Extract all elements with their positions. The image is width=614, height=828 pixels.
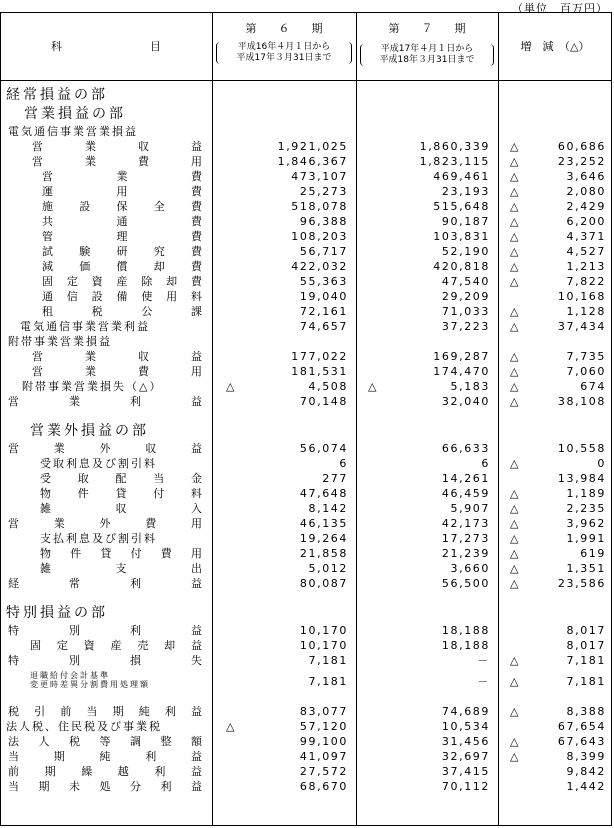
row-label: 特別損益の部	[6, 605, 108, 621]
header-period-6: 第 ６ 期	[245, 22, 323, 35]
table-row	[0, 349, 612, 364]
period-value: 518,078	[291, 200, 348, 213]
period-value: 47,540	[441, 275, 490, 288]
row-label-text: 管 理 費	[42, 230, 202, 243]
row-label-text: 営 業 外 収 益	[8, 442, 202, 455]
table-row	[0, 394, 612, 409]
period-value: 56,717	[299, 245, 348, 258]
period-value: 7,181	[308, 675, 348, 688]
change-value: 4,371	[566, 230, 606, 243]
period-value: 56,500	[441, 577, 490, 590]
period-value: 68,670	[299, 780, 348, 793]
row-label-text: 営 業 費	[42, 170, 202, 183]
table-row	[0, 169, 612, 184]
change-value: 7,181	[566, 654, 606, 667]
period-value: 169,287	[433, 350, 490, 363]
row-label	[40, 501, 202, 516]
period-value: 32,697	[441, 750, 490, 763]
negative-mark: △	[510, 395, 519, 408]
row-label	[42, 289, 202, 304]
row-label-text: 通 信 設 備 使 用 料	[42, 290, 202, 303]
row-label-text: 租 税 公 課	[42, 305, 202, 318]
table-row	[0, 561, 612, 576]
table-row	[0, 668, 612, 692]
table-row	[0, 441, 612, 456]
negative-mark: △	[510, 750, 519, 763]
negative-mark: △	[510, 457, 519, 470]
table-row	[0, 86, 612, 104]
row-label: 退職給付会計基準 変更時差異分割費用処理額	[30, 671, 150, 689]
change-value: 67,654	[557, 720, 606, 733]
period-value: 4,508	[308, 380, 348, 393]
change-value: 1,213	[566, 260, 606, 273]
table-row	[0, 334, 612, 349]
period-value: 1,921,025	[277, 140, 348, 153]
row-label-text: 固 定 資 産 除 却 費	[42, 275, 202, 288]
table-row	[0, 779, 612, 794]
table-row	[0, 139, 612, 154]
table-row	[0, 638, 612, 653]
negative-mark: △	[368, 380, 377, 393]
table-row	[0, 259, 612, 274]
period-value: 21,858	[299, 547, 348, 560]
row-label-text: 当 期 未 処 分 利 益	[8, 780, 202, 793]
row-label-text: 共 通 費	[42, 215, 202, 228]
change-value: 674	[580, 380, 606, 393]
row-label: 支払利息及び割引料	[40, 532, 157, 545]
change-value: 23,252	[557, 155, 606, 168]
period-value: 90,187	[441, 215, 490, 228]
change-value: 2,080	[566, 185, 606, 198]
period-value: 6	[481, 457, 490, 470]
row-label	[42, 169, 202, 184]
header-period-7: 第 ７ 期	[388, 22, 466, 35]
negative-mark: △	[510, 305, 519, 318]
row-label-text: 特 別 利 益	[8, 624, 202, 637]
period-value: 71,033	[441, 305, 490, 318]
row-label-text: 物 件 貸 付 料	[40, 487, 202, 500]
row-label: 電気通信事業営業損益	[8, 125, 138, 138]
table-row	[0, 704, 612, 719]
change-value: 9,842	[566, 765, 606, 778]
negative-mark: △	[510, 675, 519, 688]
table-row	[0, 719, 612, 734]
period-7-to: 平成18年３月31日まで	[379, 55, 475, 65]
period-value: 96,388	[299, 215, 348, 228]
period-value: 277	[322, 472, 348, 485]
change-value: 8,017	[566, 639, 606, 652]
row-label: 附帯事業営業損益	[8, 335, 112, 348]
change-value: 7,822	[566, 275, 606, 288]
period-value: －	[477, 675, 490, 688]
row-label	[8, 623, 202, 638]
period-value: 7,181	[308, 654, 348, 667]
period-value: 10,534	[441, 720, 490, 733]
table-row	[0, 199, 612, 214]
row-label	[8, 704, 202, 719]
negative-mark: △	[510, 487, 519, 500]
change-value: 2,235	[566, 502, 606, 515]
change-value: 1,351	[566, 562, 606, 575]
period-value: 74,657	[299, 320, 348, 333]
period-value: 108,203	[291, 230, 348, 243]
negative-mark: △	[510, 365, 519, 378]
period-value: 47,648	[299, 487, 348, 500]
row-label	[42, 274, 202, 289]
table-row	[0, 456, 612, 471]
change-value: 3,962	[566, 517, 606, 530]
row-label-text: 固 定 資 産 売 却 益	[30, 639, 202, 652]
row-label	[8, 779, 202, 794]
row-label-text: 経 常 利 益	[8, 577, 202, 590]
row-label	[42, 229, 202, 244]
header-period-6-range	[216, 42, 352, 64]
row-label-text: 営 業 費 用	[32, 365, 202, 378]
change-value: 10,558	[557, 442, 606, 455]
period-value: 27,572	[299, 765, 348, 778]
table-row	[0, 304, 612, 319]
row-label-text: 営 業 収 益	[32, 140, 202, 153]
row-label: 受取利息及び割引料	[40, 457, 157, 470]
table-row	[0, 319, 612, 334]
table-row	[0, 104, 612, 124]
row-label	[30, 638, 202, 653]
row-label-text: 減 価 償 却 費	[42, 260, 202, 273]
period-value: 10,170	[299, 639, 348, 652]
negative-mark: △	[510, 140, 519, 153]
negative-mark: △	[226, 720, 235, 733]
row-label-text: 営 業 外 費 用	[8, 517, 202, 530]
period-value: 422,032	[291, 260, 348, 273]
table-row	[0, 214, 612, 229]
table-row	[0, 379, 612, 394]
row-label	[42, 304, 202, 319]
negative-mark: △	[510, 215, 519, 228]
period-value: 1,823,115	[419, 155, 490, 168]
period-6-to: 平成17年３月31日まで	[236, 53, 332, 63]
negative-mark: △	[510, 562, 519, 575]
period-value: 18,188	[441, 639, 490, 652]
negative-mark: △	[510, 502, 519, 515]
row-label	[8, 516, 202, 531]
header-divider	[0, 80, 612, 81]
row-label	[32, 364, 202, 379]
change-value: 13,984	[557, 472, 606, 485]
change-value: 1,991	[566, 532, 606, 545]
header-period-7-range	[360, 44, 494, 66]
period-value: 17,273	[441, 532, 490, 545]
row-label-text: 運 用 費	[42, 185, 202, 198]
period-value: 23,193	[441, 185, 490, 198]
row-label	[32, 349, 202, 364]
change-value: 1,189	[566, 487, 606, 500]
period-value: 56,074	[299, 442, 348, 455]
period-value: 80,087	[299, 577, 348, 590]
row-label	[8, 576, 202, 591]
row-label-text: 営 業 収 益	[32, 350, 202, 363]
period-value: 469,461	[433, 170, 490, 183]
row-label	[42, 199, 202, 214]
period-value: 99,100	[299, 735, 348, 748]
table-row	[0, 516, 612, 531]
row-label-text: 雑 収 入	[40, 502, 202, 515]
negative-mark: △	[510, 245, 519, 258]
row-label	[42, 214, 202, 229]
period-value: 5,907	[450, 502, 490, 515]
row-label-text: 営 業 利 益	[8, 395, 202, 408]
period-value: 32,040	[441, 395, 490, 408]
period-value: 19,264	[299, 532, 348, 545]
period-value: 515,648	[433, 200, 490, 213]
row-label-text: 物 件 貸 付 費 用	[40, 547, 202, 560]
period-value: 37,415	[441, 765, 490, 778]
negative-mark: △	[510, 320, 519, 333]
change-value: 23,586	[557, 577, 606, 590]
table-row	[0, 546, 612, 561]
period-value: 1,846,367	[277, 155, 348, 168]
row-label-text: 税 引 前 当 期 純 利 益	[8, 705, 202, 718]
row-label	[40, 561, 202, 576]
row-label-text: 試 験 研 究 費	[42, 245, 202, 258]
table-row	[0, 471, 612, 486]
table-row	[0, 244, 612, 259]
table-row	[0, 734, 612, 749]
period-value: 57,120	[299, 720, 348, 733]
row-label: 営業外損益の部	[30, 423, 149, 439]
row-label	[42, 244, 202, 259]
change-value: 10,168	[557, 290, 606, 303]
period-value: 46,459	[441, 487, 490, 500]
table-row	[0, 289, 612, 304]
negative-mark: △	[510, 200, 519, 213]
row-label: 営業損益の部	[24, 106, 126, 122]
negative-mark: △	[510, 275, 519, 288]
period-value: 177,022	[291, 350, 348, 363]
negative-mark: △	[510, 735, 519, 748]
table-row	[0, 603, 612, 623]
unit-label: （単位 百万円）	[512, 2, 608, 15]
change-value: 7,181	[566, 675, 606, 688]
period-value: 74,689	[441, 705, 490, 718]
row-label: 法人税、住民税及び事業税	[6, 720, 162, 733]
change-value: 8,388	[566, 705, 606, 718]
row-label-text: 受 取 配 当 金	[40, 472, 202, 485]
change-value: 7,735	[566, 350, 606, 363]
negative-mark: △	[510, 170, 519, 183]
period-value: 70,112	[441, 780, 490, 793]
table-row	[0, 764, 612, 779]
period-7-from: 平成17年４月１日から	[380, 44, 474, 54]
change-value: 1,128	[566, 305, 606, 318]
period-value: 174,470	[433, 365, 490, 378]
row-label-text: 特 別 損 失	[8, 654, 202, 667]
change-value: 0	[597, 457, 606, 470]
period-value: 52,190	[441, 245, 490, 258]
change-value: 67,643	[557, 735, 606, 748]
period-value: 6	[339, 457, 348, 470]
table-row	[0, 623, 612, 638]
period-value: 19,040	[299, 290, 348, 303]
change-value: 2,429	[566, 200, 606, 213]
period-value: 31,456	[441, 735, 490, 748]
change-value: 8,017	[566, 624, 606, 637]
table-row	[0, 274, 612, 289]
row-label	[42, 184, 202, 199]
period-value: 29,209	[441, 290, 490, 303]
row-label	[40, 486, 202, 501]
row-label	[8, 441, 202, 456]
row-label-text: 雑 支 出	[40, 562, 202, 575]
change-value: 7,060	[566, 365, 606, 378]
negative-mark: △	[510, 517, 519, 530]
period-value: 41,097	[299, 750, 348, 763]
period-value: 3,660	[450, 562, 490, 575]
change-value: 4,527	[566, 245, 606, 258]
period-value: 21,239	[441, 547, 490, 560]
period-value: 8,142	[308, 502, 348, 515]
row-label	[8, 749, 202, 764]
negative-mark: △	[510, 230, 519, 243]
row-label-text: 営 業 費 用	[32, 155, 202, 168]
table-row	[0, 229, 612, 244]
period-value: 1,860,339	[419, 140, 490, 153]
negative-mark: △	[510, 380, 519, 393]
table-row	[0, 531, 612, 546]
row-label	[8, 734, 202, 749]
table-row	[0, 486, 612, 501]
table-row	[0, 576, 612, 591]
header-change: 増 減 （△）	[520, 40, 590, 53]
period-value: 14,261	[441, 472, 490, 485]
negative-mark: △	[510, 577, 519, 590]
period-value: 5,183	[450, 380, 490, 393]
row-label	[32, 139, 202, 154]
row-label	[8, 764, 202, 779]
negative-mark: △	[510, 547, 519, 560]
period-6-from: 平成16年４月１日から	[237, 42, 331, 52]
row-label-text: 当 期 純 利 益	[8, 750, 202, 763]
period-value: 42,173	[441, 517, 490, 530]
row-label: 電気通信事業営業利益	[20, 320, 150, 333]
row-label	[40, 471, 202, 486]
negative-mark: △	[510, 350, 519, 363]
row-label	[32, 154, 202, 169]
row-label	[8, 394, 202, 409]
table-row	[0, 154, 612, 169]
period-value: 420,818	[433, 260, 490, 273]
negative-mark: △	[510, 185, 519, 198]
negative-mark: △	[510, 705, 519, 718]
period-value: 5,012	[308, 562, 348, 575]
row-label: 経常損益の部	[6, 87, 108, 103]
table-row	[0, 364, 612, 379]
change-value: 8,399	[566, 750, 606, 763]
table-row	[0, 653, 612, 668]
period-value: 473,107	[291, 170, 348, 183]
table-row	[0, 749, 612, 764]
change-value: 60,686	[557, 140, 606, 153]
table-row	[0, 184, 612, 199]
change-value: 3,646	[566, 170, 606, 183]
period-value: 83,077	[299, 705, 348, 718]
change-value: 6,200	[566, 215, 606, 228]
header-item: 科 目	[51, 40, 161, 53]
row-label	[40, 546, 202, 561]
period-value: 181,531	[291, 365, 348, 378]
period-value: 25,273	[299, 185, 348, 198]
change-value: 37,434	[557, 320, 606, 333]
period-value: 55,363	[299, 275, 348, 288]
row-label	[42, 259, 202, 274]
negative-mark: △	[510, 654, 519, 667]
table-row	[0, 501, 612, 516]
period-value: 72,161	[299, 305, 348, 318]
table-row	[0, 421, 612, 441]
negative-mark: △	[510, 260, 519, 273]
change-value: 1,442	[566, 780, 606, 793]
negative-mark: △	[510, 532, 519, 545]
period-value: 18,188	[441, 624, 490, 637]
row-label-text: 法 人 税 等 調 整 額	[8, 735, 202, 748]
row-label	[8, 653, 202, 668]
row-label-text: 施 設 保 全 費	[42, 200, 202, 213]
table-row	[0, 124, 612, 139]
period-value: 10,170	[299, 624, 348, 637]
change-value: 38,108	[557, 395, 606, 408]
row-label-text: 前 期 繰 越 利 益	[8, 765, 202, 778]
period-value: 66,633	[441, 442, 490, 455]
period-value: －	[477, 654, 490, 667]
row-label: 附帯事業営業損失（△）	[22, 380, 163, 393]
negative-mark: △	[226, 380, 235, 393]
negative-mark: △	[510, 155, 519, 168]
period-value: 37,223	[441, 320, 490, 333]
period-value: 103,831	[433, 230, 490, 243]
period-value: 70,148	[299, 395, 348, 408]
change-value: 619	[580, 547, 606, 560]
period-value: 46,135	[299, 517, 348, 530]
